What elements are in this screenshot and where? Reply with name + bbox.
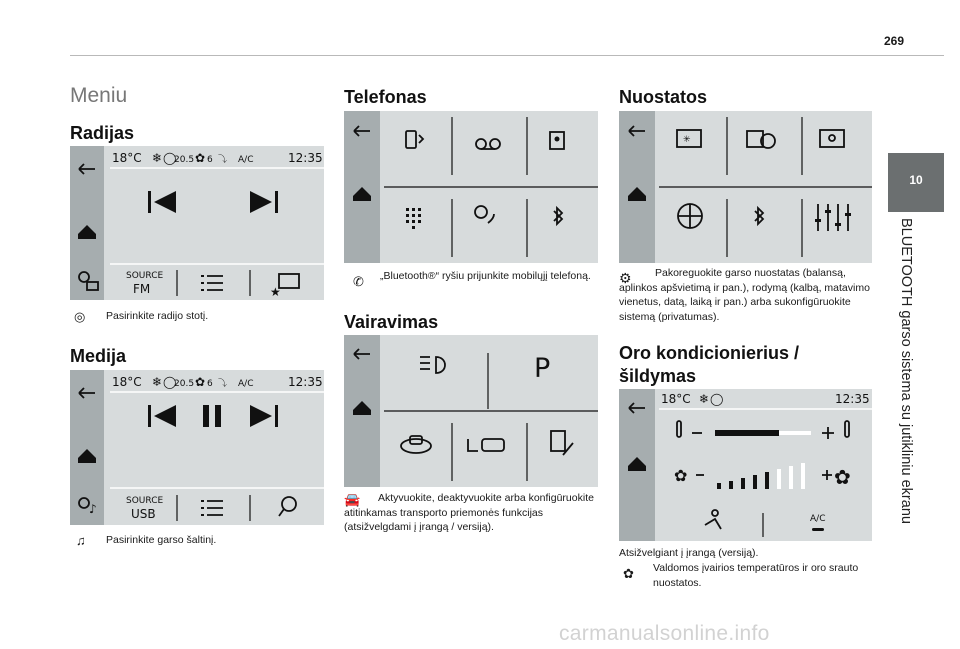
temp-high-icon <box>845 421 849 437</box>
voicemail-icon[interactable] <box>476 139 500 149</box>
headlights-icon[interactable] <box>420 357 445 373</box>
previous-track-button[interactable] <box>148 191 176 213</box>
medija-title: Medija <box>70 346 127 366</box>
fan-icon: ✿ <box>195 375 206 389</box>
location-icon: ◯ <box>163 151 177 165</box>
temp-low-icon <box>677 421 681 437</box>
keypad-icon[interactable] <box>406 208 421 229</box>
home-icon[interactable] <box>353 401 371 415</box>
home-icon[interactable] <box>628 457 646 471</box>
snow-icon: ❄ <box>152 375 163 389</box>
phone-settings-icon[interactable] <box>475 206 494 223</box>
fan-low-icon <box>674 466 687 485</box>
home-icon[interactable] <box>78 449 96 463</box>
back-arrow-icon[interactable] <box>354 126 370 136</box>
menu-heading: Meniu <box>70 84 128 107</box>
location-icon: ◯ <box>710 392 724 406</box>
oro-title: Oro kondicionierius / šildymas <box>619 343 800 386</box>
bluetooth-icon[interactable] <box>755 208 763 224</box>
call-log-icon[interactable] <box>406 131 423 148</box>
seat-car-icon[interactable] <box>468 439 504 451</box>
home-icon[interactable] <box>628 187 646 201</box>
climate-control-icon: ✿ <box>623 566 634 581</box>
air-distribution-icon[interactable] <box>705 510 721 529</box>
status-fan-level: 6 <box>207 379 213 389</box>
temp-increase-button[interactable] <box>822 427 834 439</box>
music-note-icon: ♫ <box>76 533 86 548</box>
chapter-tab[interactable]: 10 <box>888 153 944 212</box>
radijas-title: Radijas <box>70 123 135 143</box>
back-arrow-icon[interactable] <box>629 403 645 413</box>
status-temp: 18°C <box>661 392 691 406</box>
svg-text:♪: ♪ <box>89 502 97 516</box>
svg-text:✳: ✳ <box>683 135 691 145</box>
search-icon[interactable] <box>279 497 296 516</box>
settings-note: ⚙ Pakoreguokite garso nuostatas (balansą, aplinkos apšvietimą ir pan.), rodymą (kalbą, matavimo vienetus, datą, laiką ir pan.) arba sukonfigūruokite sistemą (privatumas). <box>619 267 870 323</box>
source-label[interactable]: SOURCE <box>126 271 164 281</box>
fan-high-icon <box>834 465 851 489</box>
date-time-icon[interactable] <box>747 131 775 148</box>
status-fan: 20.5 <box>174 155 195 165</box>
settings-media-icon[interactable] <box>79 498 97 516</box>
phone-handset-icon: ✆ <box>353 274 364 289</box>
previous-track-button[interactable] <box>148 405 176 427</box>
driving-screen <box>344 335 598 487</box>
status-temp: 18°C <box>112 151 142 165</box>
chapter-title: BLUETOOTH garso sistema su jutikliniu ekranu <box>898 218 914 524</box>
source-value[interactable]: FM <box>133 282 151 296</box>
driving-mode-icon[interactable] <box>401 436 431 453</box>
back-arrow-icon[interactable] <box>629 126 645 136</box>
fan-increase-button[interactable] <box>822 470 832 480</box>
nuostatos-title: Nuostatos <box>619 87 708 107</box>
climate-note: ✿ Valdomos įvairios temperatūros ir oro srauto nuostatos. <box>623 562 859 589</box>
source-value[interactable]: USB <box>131 507 156 521</box>
phone-note: ✆ „Bluetooth®“ ryšiu prijunkite mobilųjį telefoną. <box>353 270 591 289</box>
svg-text:★: ★ <box>270 285 281 299</box>
fan-icon: ✿ <box>195 151 206 165</box>
status-temp: 18°C <box>112 375 142 389</box>
settings-radio-icon[interactable] <box>79 272 98 290</box>
language-globe-icon[interactable] <box>678 204 702 228</box>
header-rule <box>70 55 944 56</box>
source-label[interactable]: SOURCE <box>126 496 164 506</box>
status-fan-level: 6 <box>207 155 213 165</box>
airflow-icon: ⤵ <box>218 379 228 389</box>
bluetooth-icon[interactable] <box>554 208 562 224</box>
status-fan: 20.5 <box>174 379 195 389</box>
snow-icon: ❄ <box>152 151 163 165</box>
vairavimas-title: Vairavimas <box>344 312 439 332</box>
airflow-icon: ⤵ <box>218 155 228 165</box>
svg-text:✿: ✿ <box>834 465 851 489</box>
list-icon[interactable] <box>201 275 223 291</box>
pause-button[interactable] <box>203 405 221 427</box>
back-arrow-icon[interactable] <box>354 349 370 359</box>
gear-icon: ⚙ <box>619 270 632 286</box>
status-ac: A/C <box>238 379 254 389</box>
climate-version-note: Atsižvelgiant į įrangą (versiją). <box>619 547 759 559</box>
snow-icon: ❄ <box>699 392 710 406</box>
status-time: 12:35 <box>288 151 323 165</box>
settings-screen <box>619 111 872 263</box>
display-settings-icon[interactable] <box>820 130 844 147</box>
home-icon[interactable] <box>78 225 96 239</box>
phone-screen <box>344 111 598 263</box>
svg-text:✿: ✿ <box>674 466 688 485</box>
list-icon[interactable] <box>201 500 223 516</box>
next-track-button[interactable] <box>250 191 278 213</box>
page-number: 269 <box>884 34 905 48</box>
favorite-radio-icon[interactable] <box>270 274 299 299</box>
radio-station-icon: ◎ <box>74 309 86 324</box>
status-ac: A/C <box>238 155 254 165</box>
next-track-button[interactable] <box>250 405 278 427</box>
car-icon: 🚘 <box>344 492 361 507</box>
checklist-tools-icon[interactable] <box>551 431 573 455</box>
contacts-icon[interactable] <box>550 132 564 149</box>
telefonas-title: Telefonas <box>344 87 427 107</box>
ac-button[interactable]: A/C <box>810 514 826 524</box>
status-time: 12:35 <box>288 375 323 389</box>
media-screen <box>70 370 324 525</box>
location-icon: ◯ <box>163 375 177 389</box>
watermark: carmanualsonline.info <box>559 622 770 645</box>
temperature-slider[interactable] <box>715 430 811 436</box>
climate-screen <box>619 389 872 541</box>
status-time: 12:35 <box>835 392 870 406</box>
equalizer-icon[interactable] <box>815 204 851 231</box>
radio-note: ◎ Pasirinkite radijo stotį. <box>74 309 209 324</box>
driving-note: 🚘 Aktyvuokite, deaktyvuokite arba konfigūruokite atitinkamas transporto priemonės funkcijas (atsižvelgdami į įrangą / versiją). <box>344 492 594 533</box>
brightness-display-icon[interactable] <box>677 130 701 147</box>
home-icon[interactable] <box>353 187 371 201</box>
radio-screen <box>70 146 324 300</box>
back-arrow-icon[interactable] <box>79 388 95 398</box>
media-note: ♫ Pasirinkite garso šaltinį. <box>76 533 217 548</box>
fan-level-bars[interactable] <box>717 463 805 489</box>
back-arrow-icon[interactable] <box>79 164 95 174</box>
parking-label[interactable]: P <box>534 353 551 384</box>
